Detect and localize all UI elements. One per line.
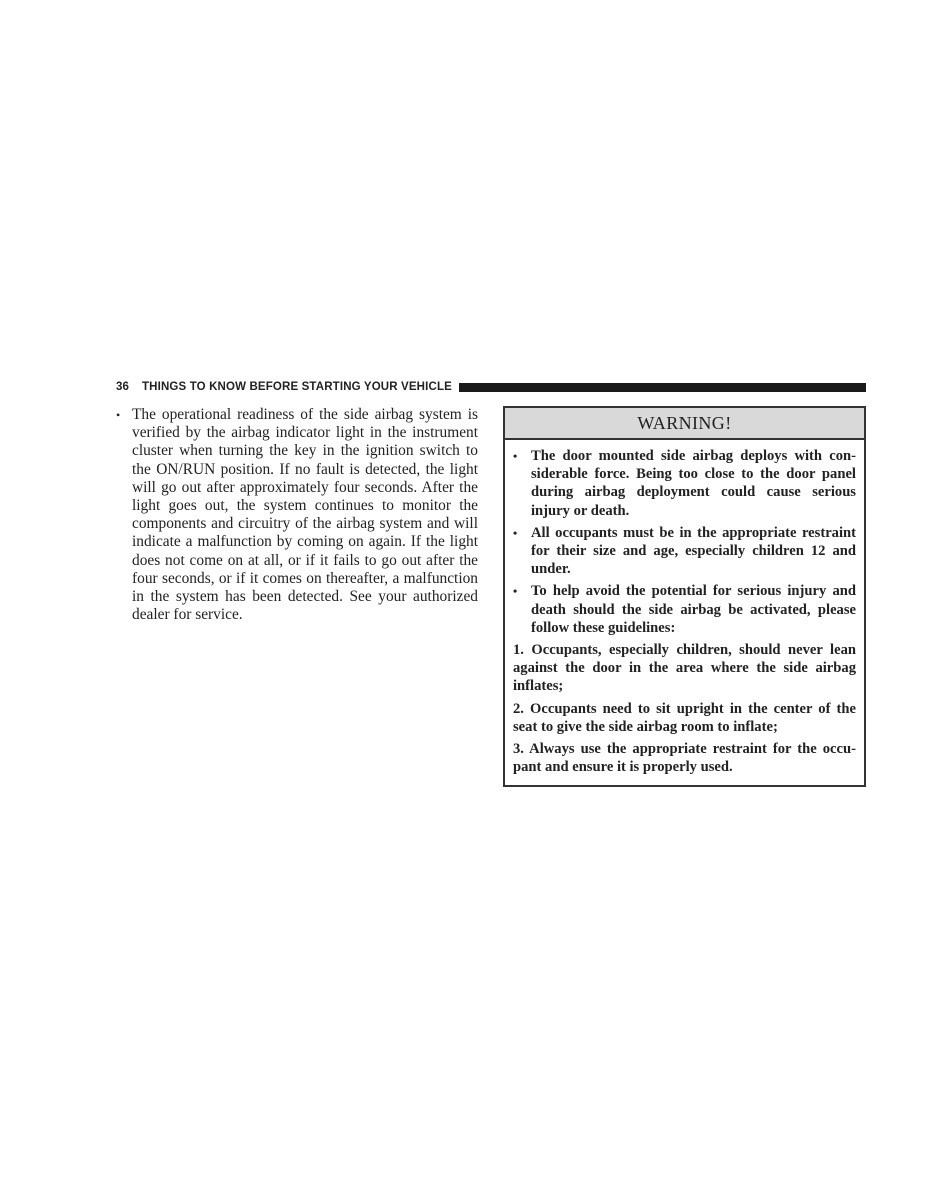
warning-bullet-text: To help avoid the potential for serious injury and death should the side airbag be activated, please follow these guidelines: xyxy=(531,583,856,636)
bullet-text: The operational readiness of the side airbag system is verified by the airbag indicator light in the instrument cluster when turning the key in the ignition switch to the ON/RUN position. If no fault is detected, the light will go out after approximately four seconds. After the light goes out, the system continues to monitor the components and circuitry of the airbag system and will indicate a malfunction by coming on again. If the light does not come on at all, or if it fails to go out after the four seconds, or if it comes on thereafter, a malfunction in the system has been detected. See your authorized dealer for service. xyxy=(132,406,478,624)
bullet-item xyxy=(116,406,478,624)
guideline-item: 2. Occupants need to sit upright in the center of the seat to give the side airbag room to inflate; xyxy=(513,700,856,735)
header-rule xyxy=(459,383,866,392)
page-number: 36 xyxy=(116,381,129,393)
warning-box xyxy=(503,406,866,787)
warning-bullet xyxy=(513,524,856,579)
warning-bullet xyxy=(513,447,856,520)
guideline-item: 1. Occupants, especially children, should never lean against the door in the area where the side airbag inflates; xyxy=(513,642,856,695)
bullet-icon: • xyxy=(513,584,518,599)
warning-body xyxy=(505,440,864,776)
warning-bullet-text: All occupants must be in the appropriate restraint for their size and age, especially children 12 and under. xyxy=(531,524,856,578)
bullet-icon: • xyxy=(513,449,518,463)
left-column xyxy=(116,406,478,624)
guideline-item: 3. Always use the appropriate restraint for the occupant and ensure it is properly used. xyxy=(513,741,856,776)
page-header xyxy=(116,379,866,395)
warning-bullet xyxy=(513,582,856,637)
warning-bullet-text: The door mounted side airbag deploys with considerable force. Being too close to the door panel during airbag deployment could cause serious injury or death. xyxy=(531,448,856,519)
warning-title: WARNING! xyxy=(505,408,864,440)
bullet-icon: • xyxy=(513,525,518,540)
section-title: THINGS TO KNOW BEFORE STARTING YOUR VEHICLE xyxy=(142,381,452,393)
bullet-icon: • xyxy=(116,408,121,422)
